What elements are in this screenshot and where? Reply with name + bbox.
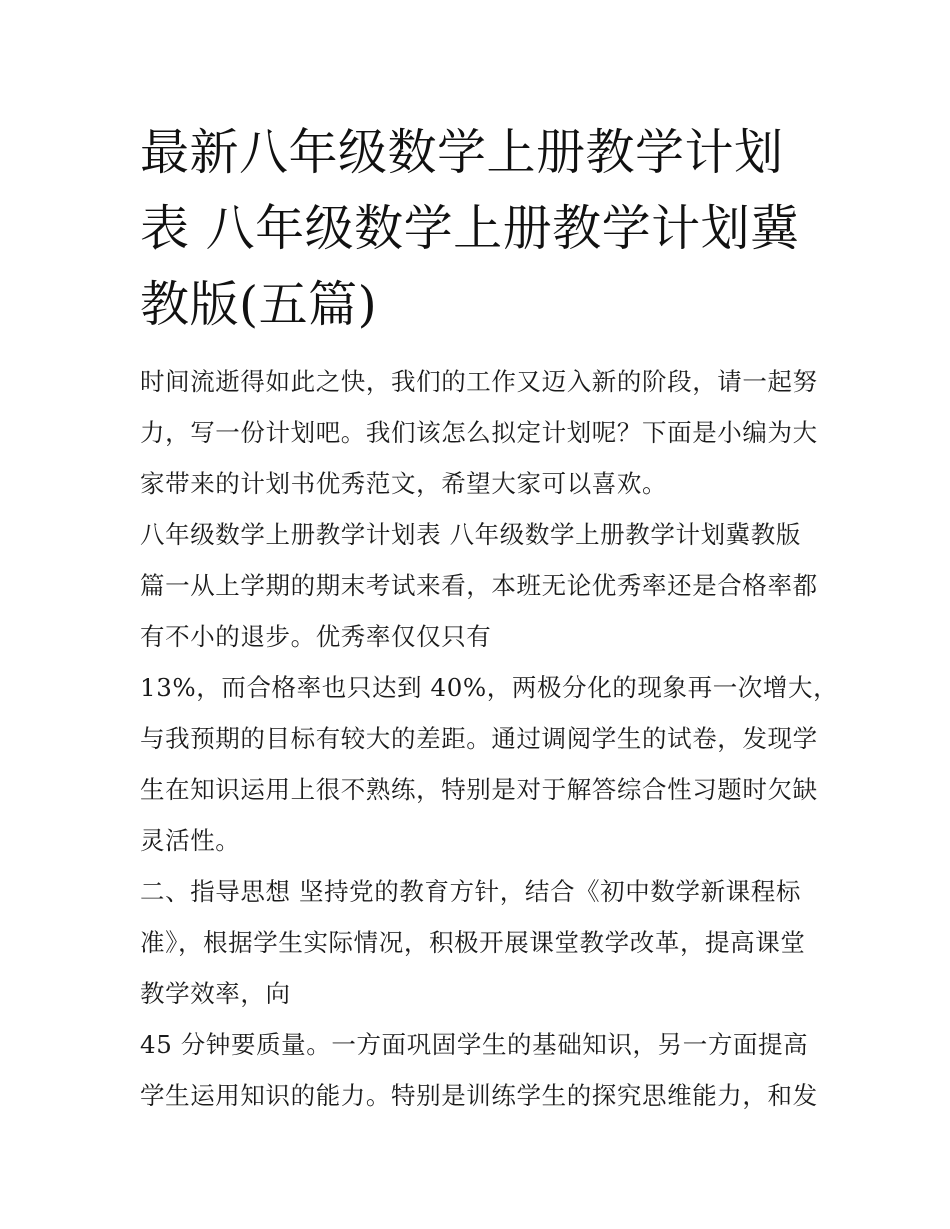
- body-line: 八年级数学上册教学计划表 八年级数学上册教学计划冀教版: [140, 520, 801, 549]
- body-line: 与我预期的目标有较大的差距。通过调阅学生的试卷，发现学: [140, 724, 818, 753]
- body-line: 灵活性。: [140, 826, 241, 855]
- body-line: 45 分钟要质量。一方面巩固学生的基础知识，另一方面提高: [140, 1030, 809, 1059]
- body-line: 13%，而合格率也只达到 40%，两极分化的现象再一次增大，: [140, 673, 839, 702]
- body-line: 家带来的计划书优秀范文，希望大家可以喜欢。: [140, 469, 668, 498]
- body-line: 时间流逝得如此之快，我们的工作又迈入新的阶段，请一起努: [140, 367, 818, 396]
- title-line-2: 表 八年级数学上册教学计划冀: [140, 200, 800, 257]
- body-line: 有不小的退步。优秀率仅仅只有: [140, 622, 492, 651]
- document-body: [140, 356, 839, 1121]
- title-line-1: 最新八年级数学上册教学计划: [140, 124, 784, 181]
- body-line: 准》，根据学生实际情况，积极开展课堂教学改革，提高课堂: [140, 928, 806, 957]
- body-line: 学生运用知识的能力。特别是训练学生的探究思维能力，和发: [140, 1081, 818, 1110]
- body-line: 生在知识运用上很不熟练，特别是对于解答综合性习题时欠缺: [140, 775, 818, 804]
- body-line: 教学效率，向: [140, 979, 291, 1008]
- body-line: 力，写一份计划吧。我们该怎么拟定计划呢？下面是小编为大: [140, 418, 818, 447]
- body-line: 二、指导思想 坚持党的教育方针，结合《初中数学新课程标: [140, 877, 801, 906]
- title-line-3: 教版(五篇): [140, 276, 378, 333]
- document-title: [140, 115, 820, 343]
- body-line: 篇一从上学期的期末考试来看，本班无论优秀率还是合格率都: [140, 571, 818, 600]
